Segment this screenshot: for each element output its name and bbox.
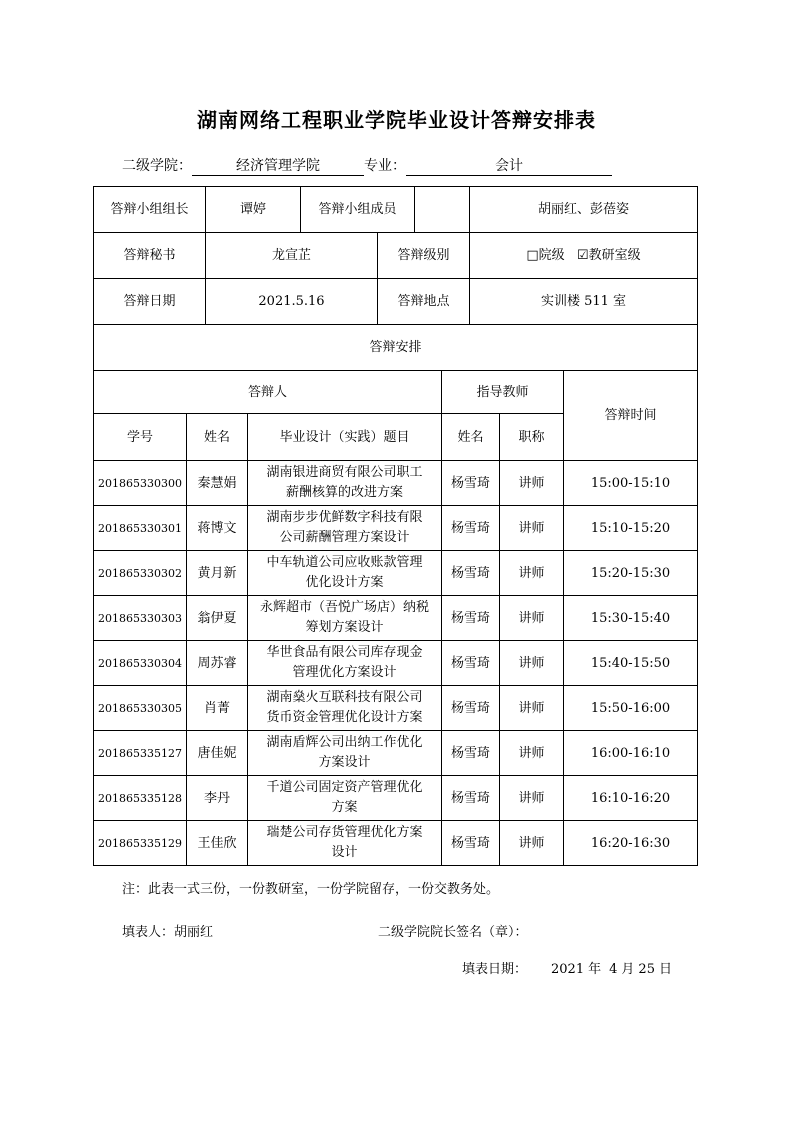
table-row	[94, 506, 698, 551]
level-options	[470, 233, 698, 279]
topic-line: 华世食品有限公司库存现金	[266, 645, 423, 660]
advisor-title: 讲师	[500, 596, 564, 641]
student-name: 李丹	[187, 776, 248, 821]
topic-line: 管理优化方案设计	[292, 665, 397, 680]
student-name-header: 姓名	[187, 414, 248, 461]
year-unit: 年	[588, 962, 602, 977]
table-row	[94, 821, 698, 866]
student-id: 201865330305	[94, 686, 187, 731]
topic-line: 薪酬核算的改进方案	[285, 485, 403, 500]
topic-line: 湖南燊火互联科技有限公司	[266, 690, 423, 705]
date-label: 答辩日期	[94, 279, 206, 325]
topic-line: 中车轨道公司应收账款管理	[266, 555, 423, 570]
advisor-name: 杨雪琦	[442, 461, 500, 506]
advisor-name: 杨雪琦	[442, 776, 500, 821]
topic-line: 设计	[331, 845, 358, 860]
place-value: 实训楼 511 室	[470, 279, 698, 325]
table-row	[94, 731, 698, 776]
level-college-checkbox[interactable]: □院级	[526, 248, 565, 263]
month-unit: 月	[621, 962, 635, 977]
student-id: 201865330302	[94, 551, 187, 596]
advisor-name: 杨雪琦	[442, 686, 500, 731]
table-row	[94, 686, 698, 731]
dean-signature: 二级学院院长签名（章）：	[378, 925, 528, 940]
student-id: 201865330304	[94, 641, 187, 686]
student-id: 201865330303	[94, 596, 187, 641]
arrangement-label: 答辩安排	[94, 325, 698, 371]
leader-label: 答辩小组组长	[94, 187, 206, 233]
advisor-name: 杨雪琦	[442, 506, 500, 551]
advisor-header: 指导教师	[442, 371, 564, 414]
topic-line: 筹划方案设计	[305, 620, 384, 635]
advisor-name: 杨雪琦	[442, 821, 500, 866]
fill-date	[462, 958, 676, 977]
advisor-name: 杨雪琦	[442, 641, 500, 686]
student-id-header: 学号	[94, 414, 187, 461]
student-id: 201865330300	[94, 461, 187, 506]
table-row	[94, 776, 698, 821]
topic-line: 货币资金管理优化设计方案	[266, 710, 423, 725]
topic	[248, 731, 442, 776]
defense-time: 16:10-16:20	[564, 776, 698, 821]
advisor-title: 讲师	[500, 731, 564, 776]
page-title: 湖南网络工程职业学院毕业设计答辩安排表	[197, 108, 596, 132]
defense-time: 15:40-15:50	[564, 641, 698, 686]
advisor-name-header: 姓名	[442, 414, 500, 461]
student-id: 201865335129	[94, 821, 187, 866]
date-value: 2021.5.16	[206, 279, 378, 325]
major-label: 专业：	[364, 158, 406, 174]
student-id: 201865330301	[94, 506, 187, 551]
student-id: 201865335127	[94, 731, 187, 776]
student-id: 201865335128	[94, 776, 187, 821]
defender-header: 答辩人	[94, 371, 442, 414]
advisor-name: 杨雪琦	[442, 596, 500, 641]
defense-time: 16:20-16:30	[564, 821, 698, 866]
time-header: 答辩时间	[564, 371, 698, 461]
topic	[248, 686, 442, 731]
student-name: 肖菁	[187, 686, 248, 731]
topic-line: 方案设计	[318, 755, 371, 770]
topic-line: 湖南步步优鲜数字科技有限	[266, 510, 423, 525]
members-value: 胡丽红、彭蓓姿	[470, 187, 698, 233]
secretary-label: 答辩秘书	[94, 233, 206, 279]
advisor-title: 讲师	[500, 641, 564, 686]
topic	[248, 461, 442, 506]
fill-date-month: 4	[609, 962, 618, 977]
advisor-title: 讲师	[500, 686, 564, 731]
defense-time: 15:30-15:40	[564, 596, 698, 641]
student-name: 唐佳妮	[187, 731, 248, 776]
defense-time: 15:10-15:20	[564, 506, 698, 551]
fill-date-year: 2021	[551, 962, 585, 977]
student-name: 秦慧娟	[187, 461, 248, 506]
schedule-table	[93, 370, 698, 866]
topic	[248, 776, 442, 821]
secretary-value: 龙宣芷	[206, 233, 378, 279]
filler: 填表人：胡丽红	[122, 925, 214, 940]
student-name: 周苏睿	[187, 641, 248, 686]
topic-line: 湖南盾辉公司出纳工作优化	[266, 735, 423, 750]
topic	[248, 821, 442, 866]
topic-line: 瑞楚公司存货管理优化方案	[266, 825, 423, 840]
defense-time: 15:00-15:10	[564, 461, 698, 506]
fill-date-day: 25	[638, 962, 655, 977]
table-row	[94, 551, 698, 596]
table-row	[94, 641, 698, 686]
topic-header: 毕业设计（实践）题目	[248, 414, 442, 461]
advisor-title: 讲师	[500, 821, 564, 866]
student-name: 蒋博文	[187, 506, 248, 551]
topic-line: 千道公司固定资产管理优化	[266, 780, 423, 795]
members-label: 答辩小组成员	[301, 187, 415, 232]
level-label: 答辩级别	[378, 233, 470, 279]
info-table	[93, 186, 698, 371]
topic	[248, 506, 442, 551]
topic	[248, 596, 442, 641]
topic-line: 公司薪酬管理方案设计	[279, 530, 410, 545]
student-name: 王佳欣	[187, 821, 248, 866]
footer-note: 注：此表一式三份，一份教研室，一份学院留存，一份交教务处。	[122, 882, 500, 897]
fill-date-label: 填表日期：	[462, 962, 528, 977]
advisor-title: 讲师	[500, 776, 564, 821]
college-field: 经济管理学院	[192, 158, 364, 176]
topic-line: 永辉超市（吾悦广场店）纳税	[259, 600, 429, 615]
topic-line: 方案	[331, 800, 358, 815]
advisor-name: 杨雪琦	[442, 731, 500, 776]
advisor-title: 讲师	[500, 461, 564, 506]
leader-value: 谭婷	[206, 187, 301, 233]
day-unit: 日	[658, 962, 672, 977]
advisor-title-header: 职称	[500, 414, 564, 461]
table-row	[94, 596, 698, 641]
college-label: 二级学院：	[122, 158, 192, 174]
student-name: 翁伊夏	[187, 596, 248, 641]
topic-line: 优化设计方案	[305, 575, 384, 590]
table-row	[94, 461, 698, 506]
student-name: 黄月新	[187, 551, 248, 596]
advisor-title: 讲师	[500, 506, 564, 551]
topic	[248, 641, 442, 686]
defense-time: 15:50-16:00	[564, 686, 698, 731]
advisor-title: 讲师	[500, 551, 564, 596]
topic	[248, 551, 442, 596]
defense-time: 16:00-16:10	[564, 731, 698, 776]
defense-time: 15:20-15:30	[564, 551, 698, 596]
topic-line: 湖南银进商贸有限公司职工	[266, 465, 423, 480]
place-label: 答辩地点	[378, 279, 470, 325]
meta-line	[122, 155, 612, 176]
level-dept-checkbox[interactable]: ☑教研室级	[577, 248, 641, 263]
major-field: 会计	[406, 158, 612, 176]
advisor-name: 杨雪琦	[442, 551, 500, 596]
